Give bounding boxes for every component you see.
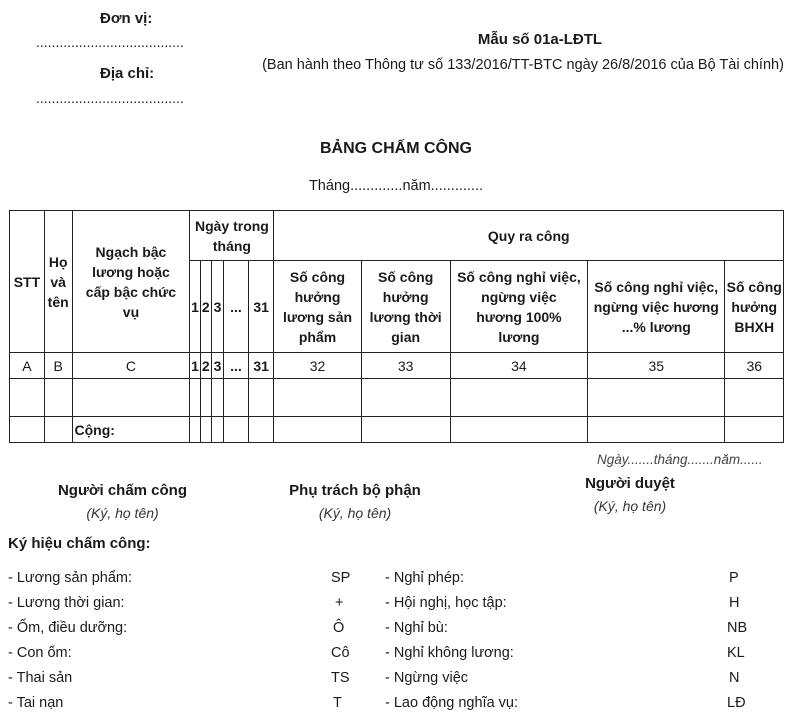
legend-left-label: - Lương thời gian: — [8, 595, 125, 611]
legend-right-code: P — [729, 570, 739, 586]
legend-right-label: - Nghỉ bù: — [385, 620, 448, 636]
code-cell: 2 — [200, 353, 211, 379]
unit-label: Đơn vị: — [100, 10, 153, 27]
document-title: BẢNG CHẤM CÔNG — [320, 140, 472, 157]
col-leave-percent-days: Số công nghỉ việc, ngừng việc hương ...% lương — [588, 261, 725, 353]
code-cell: A — [10, 353, 45, 379]
legend-right-label: - Nghỉ không lương: — [385, 645, 514, 661]
address-label: Địa chỉ: — [100, 65, 155, 82]
legend-right-code: LĐ — [727, 695, 746, 711]
col-leave-100-days: Số công nghỉ việc, ngừng việc hương 100% lương — [450, 261, 587, 353]
legend-right-code: NB — [727, 620, 748, 636]
signature-approver-title: Người duyệt — [585, 475, 675, 492]
code-cell: 36 — [725, 353, 784, 379]
day-col-2: 2 — [200, 261, 211, 353]
legend-right-label: - Hội nghị, học tập: — [385, 595, 507, 611]
code-row — [10, 353, 784, 379]
timesheet-table — [9, 210, 784, 443]
code-cell: C — [72, 353, 190, 379]
unit-blank-line: ...................................... — [36, 34, 184, 50]
legend-left-code: TS — [331, 670, 350, 686]
day-col-31: 31 — [248, 261, 274, 353]
code-cell: 32 — [274, 353, 361, 379]
code-cell: 3 — [211, 353, 223, 379]
form-code: Mẫu số 01a-LĐTL — [477, 31, 603, 48]
col-social-insurance-days: Số công hưởng BHXH — [725, 261, 784, 353]
legend-right-label: - Nghỉ phép: — [385, 570, 464, 586]
form-decree-note: (Ban hành theo Thông tư số 133/2016/TT-BTC ngày 26/8/2016 của Bộ Tài chính) — [262, 57, 784, 73]
day-col-3: 3 — [211, 261, 223, 353]
legend-left-label: - Ốm, điều dưỡng: — [8, 620, 128, 636]
legend-right-code: N — [729, 670, 740, 686]
legend-left-code: + — [335, 595, 344, 611]
header-grade: Ngạch bậc lương hoặc cấp bậc chức vụ — [72, 211, 190, 353]
col-product-wage-days: Số công hưởng lương sản phẩm — [274, 261, 361, 353]
empty-row — [10, 379, 784, 417]
col-time-wage-days: Số công hưởng lương thời gian — [361, 261, 450, 353]
legend-right-label: - Lao động nghĩa vụ: — [385, 695, 519, 711]
code-cell: ... — [224, 353, 249, 379]
signature-approver-note: (Ký, họ tên) — [593, 498, 667, 514]
legend-left-label: - Con ốm: — [8, 645, 72, 661]
code-cell: 35 — [588, 353, 725, 379]
code-cell: 33 — [361, 353, 450, 379]
total-row — [10, 417, 784, 443]
signature-dept-head-title: Phụ trách bộ phận — [289, 482, 421, 499]
code-cell: 1 — [190, 353, 200, 379]
legend-title: Ký hiệu chấm công: — [8, 535, 151, 552]
signature-timekeeper-title: Người chấm công — [57, 482, 188, 499]
day-col-1: 1 — [190, 261, 200, 353]
legend-left-code: T — [333, 695, 342, 711]
signature-dept-head-note: (Ký, họ tên) — [318, 505, 392, 521]
legend-right-code: KL — [727, 645, 745, 661]
day-col-ellipsis: ... — [224, 261, 249, 353]
code-cell: 31 — [248, 353, 274, 379]
sign-date-line: Ngày.......tháng.......năm...... — [597, 452, 763, 467]
header-work-conversion: Quy ra công — [274, 211, 784, 261]
legend-left-label: - Thai sản — [8, 670, 73, 686]
code-cell: B — [44, 353, 72, 379]
header-days-in-month: Ngày trong tháng — [190, 211, 274, 261]
total-label: Cộng: — [72, 417, 190, 443]
legend-left-label: - Tai nạn — [8, 695, 64, 711]
month-year-line: Tháng.............năm............. — [308, 178, 484, 194]
signature-timekeeper-note: (Ký, họ tên) — [86, 505, 159, 521]
address-blank-line: ...................................... — [36, 90, 184, 106]
header-stt: STT — [10, 211, 45, 353]
legend-right-code: H — [729, 595, 740, 611]
legend-left-code: Cô — [331, 645, 350, 661]
header-name: Họ và tên — [44, 211, 72, 353]
legend-right-label: - Ngừng việc — [385, 670, 469, 686]
code-cell: 34 — [450, 353, 587, 379]
legend-left-label: - Lương sản phẩm: — [8, 570, 133, 586]
legend-left-code: SP — [331, 570, 351, 586]
legend-left-code: Ô — [333, 620, 345, 636]
